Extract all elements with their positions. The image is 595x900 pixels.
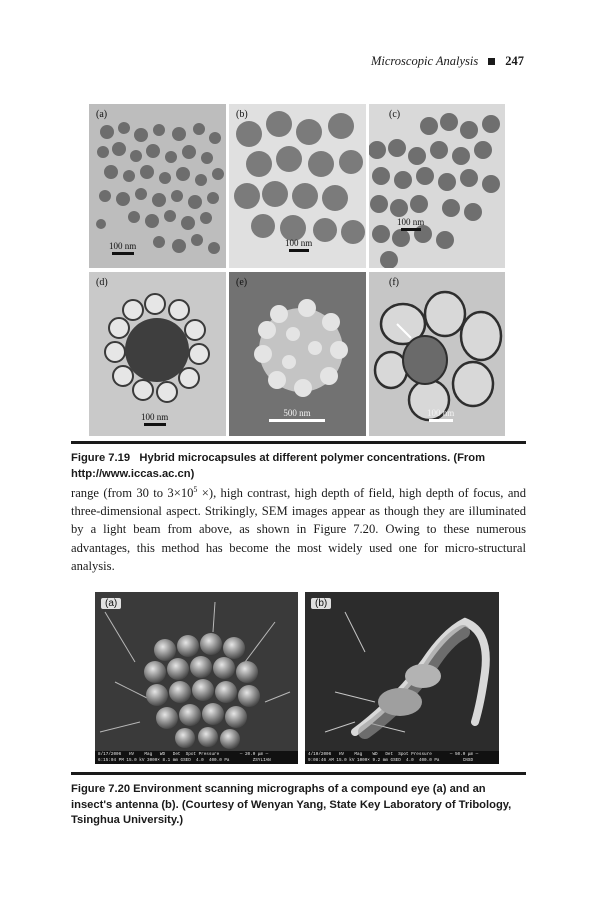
panel-d bbox=[89, 272, 226, 436]
sem-data-line: 8/17/2006 HV Mag WD Det Spot Pressure — 20.0 μm — bbox=[98, 752, 269, 757]
compound-eye-image bbox=[95, 592, 298, 764]
scale-bar bbox=[397, 217, 424, 231]
scale-bar-line bbox=[144, 423, 166, 426]
scale-bar-line bbox=[429, 419, 453, 422]
scale-bar-label: 100 nm bbox=[285, 238, 313, 248]
insect-antenna-image bbox=[305, 592, 499, 764]
panel-label: (a) bbox=[96, 109, 108, 120]
caption-rule bbox=[71, 441, 526, 444]
sem-data-bar bbox=[305, 751, 499, 764]
scale-bar-line bbox=[289, 249, 309, 252]
sem-data-line: 6:15:04 PM 15.0 kV 3000× 8.1 mm GSED 4.0 400.0 Pa ZSYLIAN bbox=[98, 757, 271, 763]
figure-7-20-panel-b bbox=[305, 592, 499, 764]
paragraph-text bbox=[71, 484, 526, 575]
panel-f bbox=[369, 272, 505, 436]
panel-c-image bbox=[369, 104, 505, 268]
scale-bar bbox=[269, 408, 325, 422]
scale-bar bbox=[427, 408, 454, 422]
text-run: and three-dimensional aspect. Strikingly, SEM images appear as though they are illuminated by a light beam from above, as shown in Figure 7.20. Owing to these numerous advantages, this method has become the most widely used one for micro-structural analysis. bbox=[71, 486, 527, 573]
scale-bar-line bbox=[269, 419, 325, 422]
panel-label: (b) bbox=[311, 598, 331, 609]
scale-bar-label: 500 nm bbox=[283, 408, 311, 418]
panel-label: (c) bbox=[389, 109, 401, 120]
figure-7-20-caption: Figure 7.20 Environment scanning micrographs of a compound eye (a) and an insect's antenna (b). (Courtesy of Wenyan Yang, State Key Laboratory of Tribology, Tsinghua University.) bbox=[71, 783, 512, 826]
figure-7-19-caption bbox=[71, 451, 526, 482]
scale-bar bbox=[109, 241, 136, 255]
caption-line: http://www.iccas.ac.cn) bbox=[71, 467, 195, 480]
text-run: range (from 30 to 3×10 bbox=[71, 486, 194, 500]
square-bullet-icon bbox=[488, 58, 495, 65]
panel-b bbox=[229, 104, 366, 268]
panel-label: (b) bbox=[236, 109, 248, 120]
sem-data-line: 9:08:46 AM 15.0 kV 1000× 9.2 mm GSED 4.0 400.0 Pa CNSD bbox=[308, 757, 474, 763]
panel-label: (d) bbox=[96, 277, 108, 288]
scale-bar bbox=[141, 412, 168, 426]
scale-bar-label: 100 nm bbox=[427, 408, 455, 418]
section-title: Microscopic Analysis bbox=[370, 54, 479, 68]
scale-bar bbox=[285, 238, 312, 252]
panel-label: (a) bbox=[101, 598, 121, 609]
panel-a bbox=[89, 104, 226, 268]
caption-line: Figure 7.19 Hybrid microcapsules at different polymer concentrations. (From bbox=[71, 452, 486, 464]
figure-7-19 bbox=[89, 104, 505, 436]
figure-7-20-panel-a bbox=[95, 592, 298, 764]
scale-bar-label: 100 nm bbox=[109, 241, 137, 251]
superscript: 5 bbox=[193, 484, 198, 494]
text-run: ×), high contrast, high depth of field, high depth of focus, bbox=[197, 486, 504, 500]
caption-rule bbox=[71, 772, 526, 775]
running-header bbox=[371, 54, 524, 69]
sem-data-bar bbox=[95, 751, 298, 764]
panel-e bbox=[229, 272, 366, 436]
body-paragraph bbox=[71, 484, 526, 575]
panel-c bbox=[369, 104, 505, 268]
scale-bar-line bbox=[112, 252, 134, 255]
scale-bar-label: 100 nm bbox=[397, 217, 425, 227]
page-number: 247 bbox=[505, 54, 524, 68]
scale-bar-label: 100 nm bbox=[141, 412, 169, 422]
panel-label: (e) bbox=[236, 277, 248, 288]
sem-data-line: 4/10/2006 HV Mag WD Det Spot Pressure — 50.0 μm — bbox=[308, 752, 479, 757]
panel-label: (f) bbox=[389, 277, 399, 288]
scale-bar-line bbox=[401, 228, 421, 231]
